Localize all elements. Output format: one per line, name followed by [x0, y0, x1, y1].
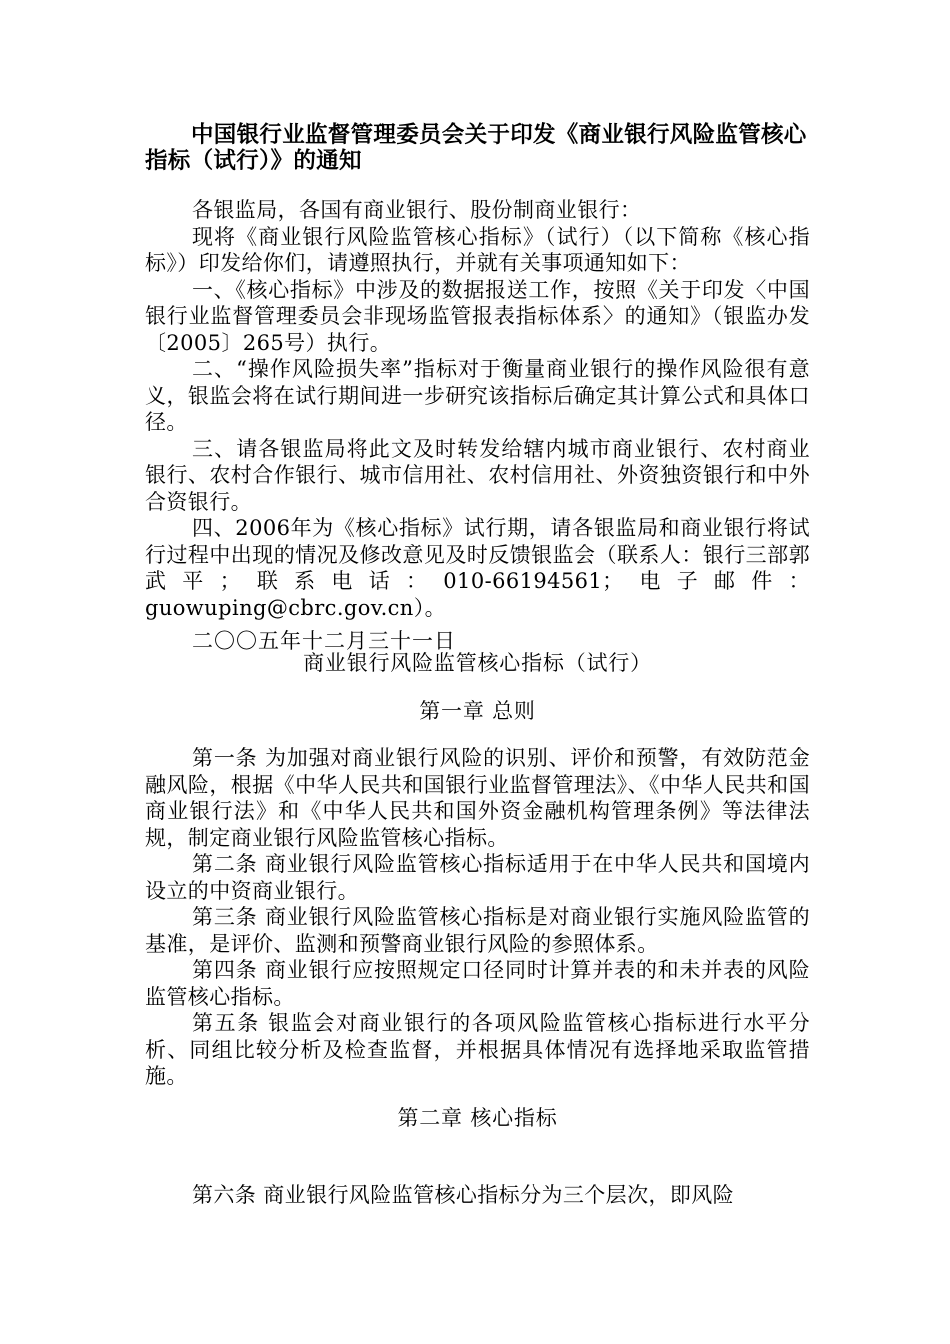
article: 第四条 商业银行应按照规定口径同时计算并表的和未并表的风险监管核心指标。 [145, 958, 810, 1009]
notice-item: 一、《核心指标》中涉及的数据报送工作，按照《关于印发〈中国银行业监督管理委员会非现场监管报表指标体系〉的通知》（银监办发〔2005〕265号）执行。 [145, 277, 810, 355]
chapter-heading: 第二章 核心指标 [397, 1106, 558, 1130]
notice-item: 二、“操作风险损失率”指标对于衡量商业银行的操作风险很有意义，银监会将在试行期间进一步研究该指标后确定其计算公式和具体口径。 [145, 357, 810, 434]
article: 第六条 商业银行风险监管核心指标分为三个层次，即风险 [192, 1183, 735, 1207]
article: 第二条 商业银行风险监管核心指标适用于在中华人民共和国境内设立的中资商业银行。 [145, 852, 810, 903]
article: 第三条 商业银行风险监管核心指标是对商业银行实施风险监管的基准，是评价、监测和预警商业银行风险的参照体系。 [145, 905, 810, 956]
notice-salutation: 各银监局，各国有商业银行、股份制商业银行： [192, 198, 642, 222]
notice-date: 二〇〇五年十二月三十一日 [192, 629, 456, 653]
notice-item: 三、请各银监局将此文及时转发给辖内城市商业银行、农村商业银行、农村合作银行、城市信用社、农村信用社、外资独资银行和中外合资银行。 [145, 436, 810, 514]
notice-body [145, 197, 810, 621]
chapter-heading: 第一章 总则 [419, 699, 536, 723]
chapter2-body [145, 1182, 810, 1209]
notice-item: 四、2006年为《核心指标》试行期，请各银监局和商业银行将试行过程中出现的情况及修改意见及时反馈银监会（联系人：银行三部郭武平；联系电话：010-66194561；电子邮件：guowuping@cbrc.gov.cn）。 [145, 516, 810, 620]
notice-intro: 现将《商业银行风险监管核心指标》（试行）（以下简称《核心指标》）印发给你们，请遵照执行，并就有关事项通知如下： [145, 224, 810, 275]
document-title: 商业银行风险监管核心指标（试行） [303, 651, 652, 675]
notice-title: 中国银行业监督管理委员会关于印发《商业银行风险监管核心指标（试行）》的通知 [145, 122, 807, 174]
chapter1-body [145, 745, 810, 1090]
article: 第一条 为加强对商业银行风险的识别、评价和预警，有效防范金融风险，根据《中华人民共和国银行业监督管理法》、《中华人民共和国商业银行法》和《中华人民共和国外资金融机构管理条例》等法律法规，制定商业银行风险监管核心指标。 [145, 746, 810, 850]
article: 第五条 银监会对商业银行的各项风险监管核心指标进行水平分析、同组比较分析及检查监督，并根据具体情况有选择地采取监管措施。 [145, 1011, 810, 1088]
